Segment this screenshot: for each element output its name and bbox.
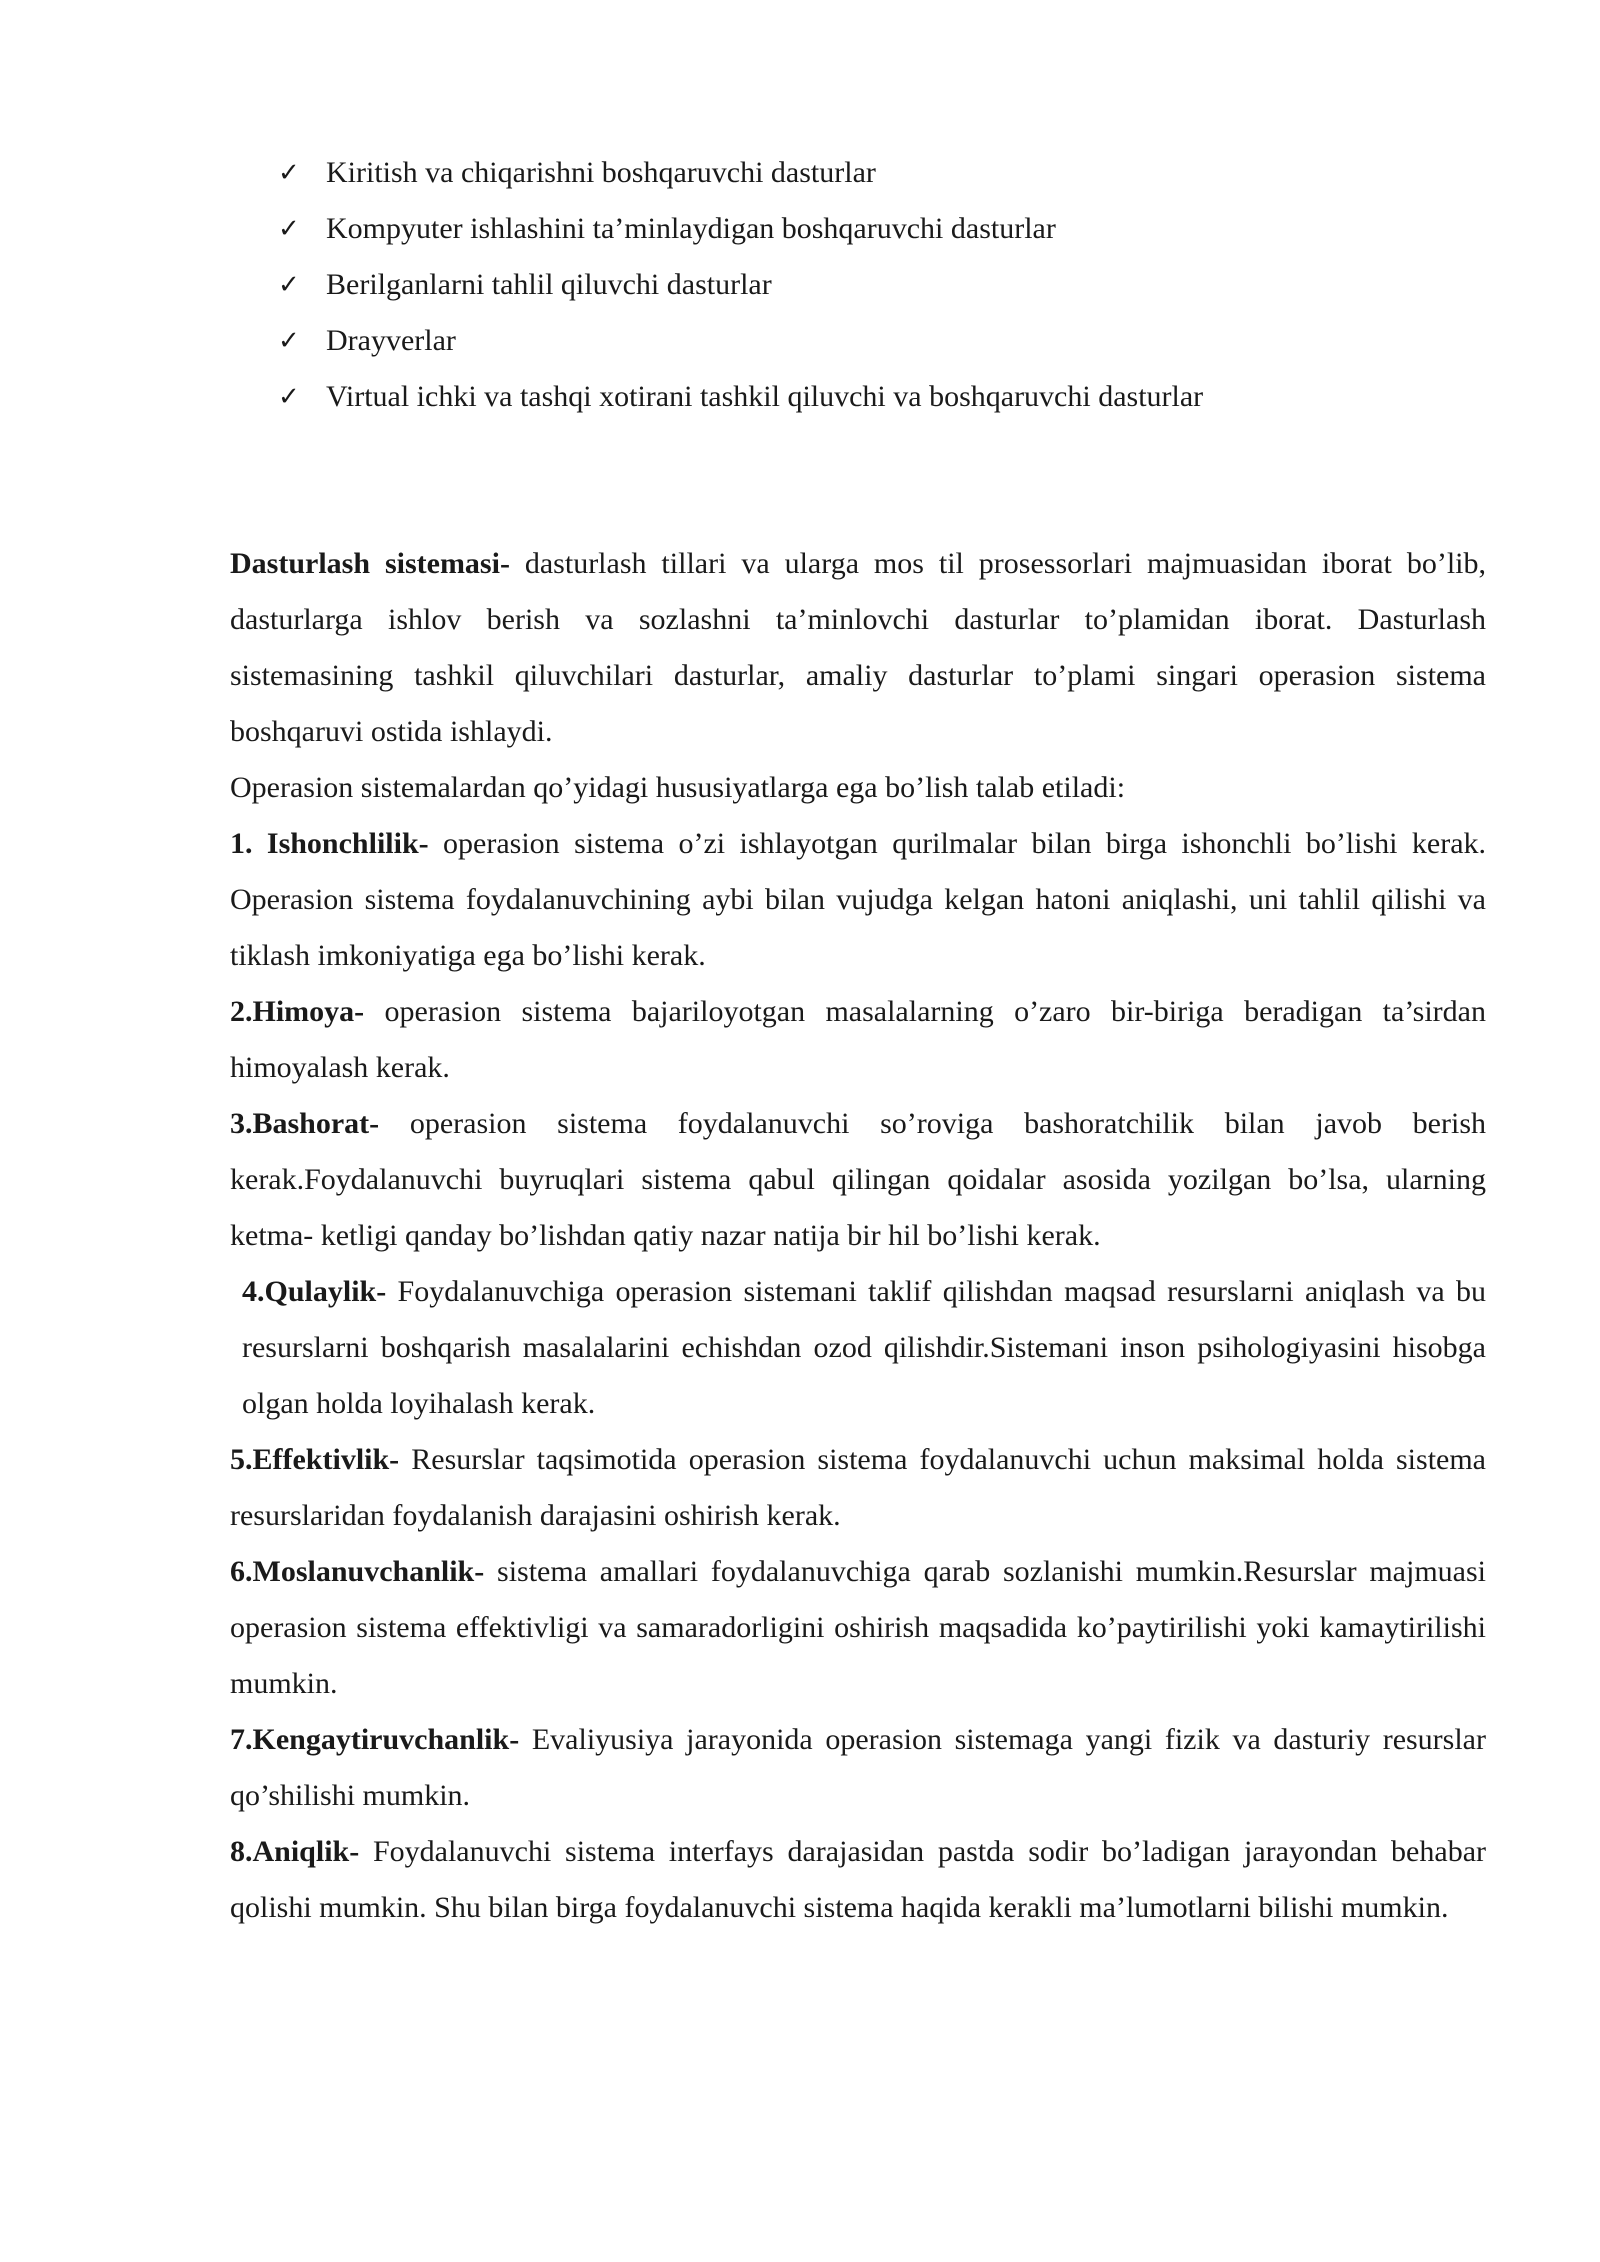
property-paragraph bbox=[230, 984, 1486, 1096]
checklist-item bbox=[278, 369, 1203, 425]
program-type-checklist bbox=[278, 145, 1203, 425]
checklist-item-text: Kiritish va chiqarishni boshqaruvchi dasturlar bbox=[326, 156, 876, 189]
property-paragraph bbox=[230, 1096, 1486, 1264]
property-term: 7.Kengaytiruvchanlik- bbox=[230, 1723, 520, 1756]
definition-term: Dasturlash sistemasi- bbox=[230, 547, 510, 580]
property-paragraph bbox=[230, 1264, 1486, 1432]
property-term: 3.Bashorat- bbox=[230, 1107, 380, 1140]
property-term: 2.Himoya- bbox=[230, 995, 365, 1028]
checklist-item-text: Drayverlar bbox=[326, 324, 456, 357]
checklist-item-text: Berilganlarni tahlil qiluvchi dasturlar bbox=[326, 268, 772, 301]
property-term: 1. Ishonchlilik- bbox=[230, 827, 429, 860]
property-text: Foydalanuvchiga operasion sistemani taklif qilishdan maqsad resurslarni aniqlash va bu resurslarni boshqarish masalalarini echishdan ozod qilishdir.Sistemani inson psihologiyasini hisobga olgan holda loyihalash kerak. bbox=[242, 1275, 1486, 1420]
property-term: 5.Effektivlik- bbox=[230, 1443, 400, 1476]
property-term: 8.Aniqlik- bbox=[230, 1835, 360, 1868]
checklist-item bbox=[278, 201, 1203, 257]
property-text: operasion sistema o’zi ishlayotgan qurilmalar bilan birga ishonchli bo’lishi kerak. Operasion sistema foydalanuvchining aybi bilan vujudga kelgan hatoni aniqlashi, uni tahlil qilishi va tiklash imkoniyatiga ega bo’lishi kerak. bbox=[230, 827, 1487, 972]
definition-text: dasturlash tillari va ularga mos til prosessorlari majmuasidan iborat bo’lib, dasturlarga ishlov berish va sozlashni ta’minlovchi dasturlar to’plamidan iborat. Dasturlash sistemasining tashkil qiluvchilari dasturlar, amaliy dasturlar to’plami singari operasion sistema boshqaruvi ostida ishlaydi. bbox=[230, 547, 1486, 748]
checklist-item bbox=[278, 145, 1203, 201]
property-paragraph bbox=[230, 1712, 1486, 1824]
checkmark-icon: ✓ bbox=[278, 270, 300, 300]
checklist-item bbox=[278, 257, 1203, 313]
document-body bbox=[230, 536, 1486, 1936]
intro-paragraph: Operasion sistemalardan qo’yidagi hususiyatlarga ega bo’lish talab etiladi: bbox=[230, 771, 1126, 804]
property-paragraph bbox=[230, 1544, 1486, 1712]
checkmark-icon: ✓ bbox=[278, 382, 300, 412]
checkmark-icon: ✓ bbox=[278, 158, 300, 188]
property-text: Resurslar taqsimotida operasion sistema foydalanuvchi uchun maksimal holda sistema resurslaridan foydalanish darajasini oshirish kerak. bbox=[230, 1443, 1486, 1532]
property-text: operasion sistema foydalanuvchi so’roviga bashoratchilik bilan javob berish kerak.Foydalanuvchi buyruqlari sistema qabul qilingan qoidalar asosida yozilgan bo’lsa, ularning ketma- ketligi qanday bo’lishdan qatiy nazar natija bir hil bo’lishi kerak. bbox=[230, 1107, 1486, 1252]
property-term: 6.Moslanuvchanlik- bbox=[230, 1555, 485, 1588]
checkmark-icon: ✓ bbox=[278, 326, 300, 356]
property-text: Evaliyusiya jarayonida operasion sistemaga yangi fizik va dasturiy resurslar qo’shilishi mumkin. bbox=[230, 1723, 1486, 1812]
definition-paragraph bbox=[230, 536, 1486, 760]
checklist-item bbox=[278, 313, 1203, 369]
checkmark-icon: ✓ bbox=[278, 214, 300, 244]
property-text: operasion sistema bajariloyotgan masalalarning o’zaro bir-biriga beradigan ta’sirdan himoyalash kerak. bbox=[230, 995, 1486, 1084]
checklist-item-text: Kompyuter ishlashini ta’minlaydigan boshqaruvchi dasturlar bbox=[326, 212, 1056, 245]
checklist-item-text: Virtual ichki va tashqi xotirani tashkil qiluvchi va boshqaruvchi dasturlar bbox=[326, 380, 1204, 413]
property-text: Foydalanuvchi sistema interfays darajasidan pastda sodir bo’ladigan jarayondan behabar qolishi mumkin. Shu bilan birga foydalanuvchi sistema haqida kerakli ma’lumotlarni bilishi mumkin. bbox=[230, 1835, 1486, 1924]
property-paragraph bbox=[230, 816, 1486, 984]
property-text: sistema amallari foydalanuvchiga qarab sozlanishi mumkin.Resurslar majmuasi operasion sistema effektivligi va samaradorligini oshirish maqsadida ko’paytirilishi yoki kamaytirilishi mumkin. bbox=[230, 1555, 1486, 1700]
property-term: 4.Qulaylik- bbox=[242, 1275, 387, 1308]
property-paragraph bbox=[230, 1432, 1486, 1544]
property-paragraph bbox=[230, 1824, 1486, 1936]
